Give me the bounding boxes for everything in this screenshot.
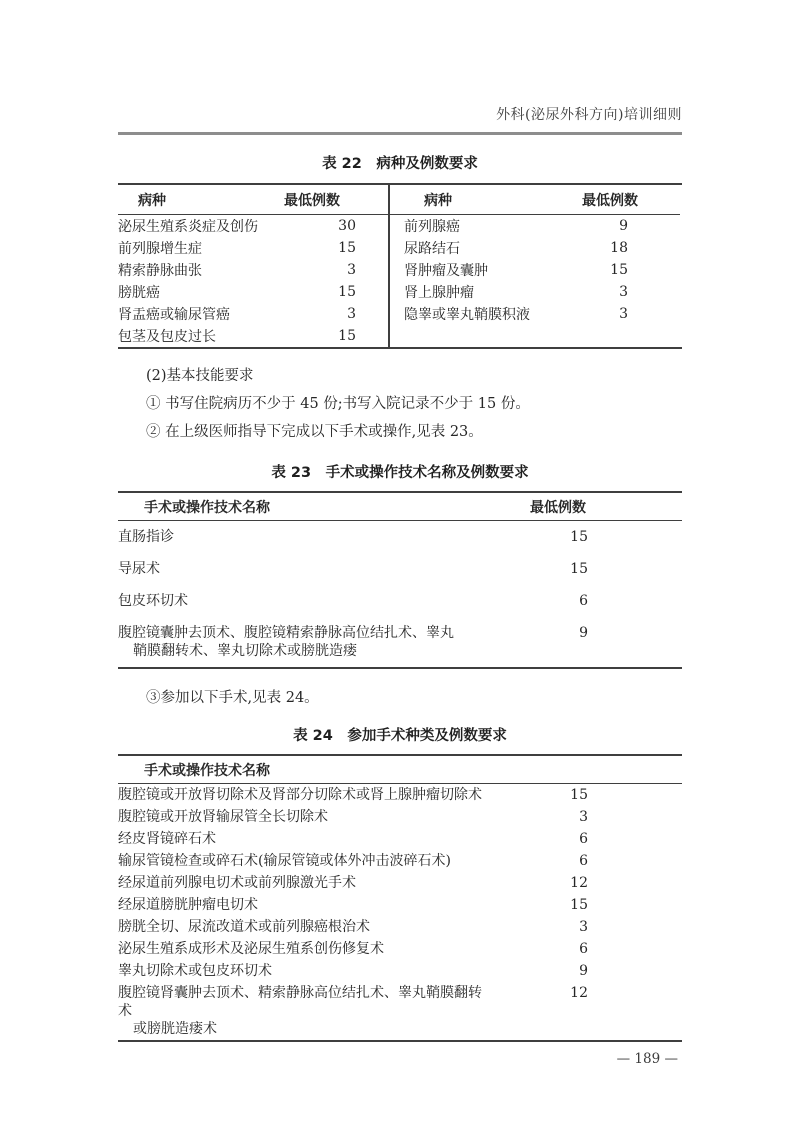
min-cases-cell: 6 [579,593,588,609]
table-row [390,303,680,325]
operation-name-cell: 膀胱全切、尿流改道术或前列腺癌根治术 [118,919,370,935]
table22-right-half [390,185,680,347]
operation-name-line1: 腹腔镜肾囊肿去顶术、精索静脉高位结扎术、睾丸鞘膜翻转术 [118,985,482,1019]
min-cases-cell: 30 [338,218,356,234]
operation-name-cell [118,984,482,1038]
running-header: 外科(泌尿外科方向)培训细则 [496,107,682,123]
paragraph-item-1: ① 书写住院病历不少于 45 份;书写入院记录不少于 15 份。 [146,396,530,412]
column-header-min-cases: 最低例数 [582,192,638,209]
operation-name-cell: 睾丸切除术或包皮环切术 [118,963,272,979]
table22-title: 表 22 病种及例数要求 [322,156,478,172]
column-header-min-cases: 最低例数 [284,192,340,209]
table-row [118,215,388,237]
min-cases-cell: 15 [570,787,588,803]
min-cases-cell: 15 [570,561,588,577]
operation-name-cell: 导尿术 [118,561,160,577]
operation-name-cell: 腹腔镜或开放肾切除术及肾部分切除术或肾上腺肿瘤切除术 [118,787,482,803]
table-row [118,325,388,347]
min-cases-cell: 15 [338,240,356,256]
min-cases-cell: 6 [579,941,588,957]
table22-right-header-row [390,185,680,215]
min-cases-cell: 3 [579,809,588,825]
min-cases-cell: 15 [570,529,588,545]
table-row [118,938,682,960]
min-cases-cell: 15 [570,897,588,913]
table24 [118,754,682,1042]
body-text-block [118,362,682,446]
table-row [118,521,682,553]
table22-left-half [118,185,390,347]
min-cases-cell: 9 [579,625,588,641]
operation-name-cell: 输尿管镜检查或碎石术(输尿管镜或体外冲击波碎石术) [118,853,451,869]
disease-name-cell: 肾盂癌或输尿管癌 [118,307,230,323]
table-row [390,281,680,303]
operation-name-line2: 或膀胱造瘘术 [133,1021,217,1037]
operation-name-cell: 包皮环切术 [118,593,188,609]
operation-name-cell: 泌尿生殖系成形术及泌尿生殖系创伤修复术 [118,941,384,957]
disease-name-cell: 精索静脉曲张 [118,263,202,279]
column-header-operation-name: 手术或操作技术名称 [144,762,270,779]
table-row [118,237,388,259]
paragraph-item-3: ③参加以下手术,见表 24。 [146,690,319,706]
min-cases-cell: 15 [338,284,356,300]
min-cases-cell: 3 [619,284,628,300]
table-row [390,215,680,237]
table-row [118,850,682,872]
disease-name-cell: 尿路结石 [404,241,460,257]
table23 [118,491,682,669]
table-row [118,784,682,806]
min-cases-cell: 9 [579,963,588,979]
column-header-min-cases: 最低例数 [530,499,586,516]
table-row [118,617,682,667]
min-cases-cell: 15 [338,328,356,344]
min-cases-cell: 3 [347,262,356,278]
column-header-operation-name: 手术或操作技术名称 [144,499,270,516]
min-cases-cell: 12 [570,985,588,1001]
min-cases-cell: 18 [610,240,628,256]
min-cases-cell: 3 [579,919,588,935]
table-row [118,806,682,828]
table-row [118,303,388,325]
table24-header-row [118,756,682,784]
paragraph-basic-skills-heading: (2)基本技能要求 [146,368,254,384]
operation-name-line1: 腹腔镜囊肿去顶术、腹腔镜精索静脉高位结扎术、睾丸 [118,625,454,641]
table22 [118,183,682,349]
table23-header-row [118,493,682,521]
disease-name-cell: 隐睾或睾丸鞘膜积液 [404,307,530,323]
min-cases-cell: 15 [610,262,628,278]
disease-name-cell: 膀胱癌 [118,285,160,301]
operation-name-cell: 直肠指诊 [118,529,174,545]
page-content [118,106,682,1067]
operation-name-line2: 鞘膜翻转术、睾丸切除术或膀胱造瘘 [133,643,357,659]
min-cases-cell: 6 [579,853,588,869]
page-number: — 189 — [616,1051,678,1067]
disease-name-cell: 肾上腺肿瘤 [404,285,474,301]
table24-title: 表 24 参加手术种类及例数要求 [293,728,507,744]
operation-name-cell: 经尿道前列腺电切术或前列腺激光手术 [118,875,356,891]
min-cases-cell: 9 [619,218,628,234]
column-header-disease: 病种 [138,192,166,209]
table-row [118,553,682,585]
disease-name-cell: 前列腺增生症 [118,241,202,257]
min-cases-cell: 6 [579,831,588,847]
table-row [118,281,388,303]
table-row [118,828,682,850]
operation-name-cell [118,624,482,660]
min-cases-cell: 12 [570,875,588,891]
min-cases-cell: 3 [347,306,356,322]
disease-name-cell: 前列腺癌 [404,219,460,235]
table-row [118,259,388,281]
table-row [390,259,680,281]
table-row [118,960,682,982]
operation-name-cell: 经尿道膀胱肿瘤电切术 [118,897,258,913]
table-row [390,237,680,259]
table-row [118,872,682,894]
table-row [118,982,682,1040]
disease-name-cell: 泌尿生殖系炎症及创伤 [118,219,258,235]
paragraph-item-2: ② 在上级医师指导下完成以下手术或操作,见表 23。 [146,424,483,440]
table-row [118,916,682,938]
table23-title: 表 23 手术或操作技术名称及例数要求 [271,465,529,481]
table-row [118,585,682,617]
header-rule [118,132,682,135]
table-row [118,894,682,916]
min-cases-cell: 3 [619,306,628,322]
table22-left-header-row [118,185,388,215]
column-header-disease: 病种 [424,192,452,209]
operation-name-cell: 腹腔镜或开放肾输尿管全长切除术 [118,809,328,825]
disease-name-cell: 肾肿瘤及囊肿 [404,263,488,279]
disease-name-cell: 包茎及包皮过长 [118,329,216,345]
operation-name-cell: 经皮肾镜碎石术 [118,831,216,847]
